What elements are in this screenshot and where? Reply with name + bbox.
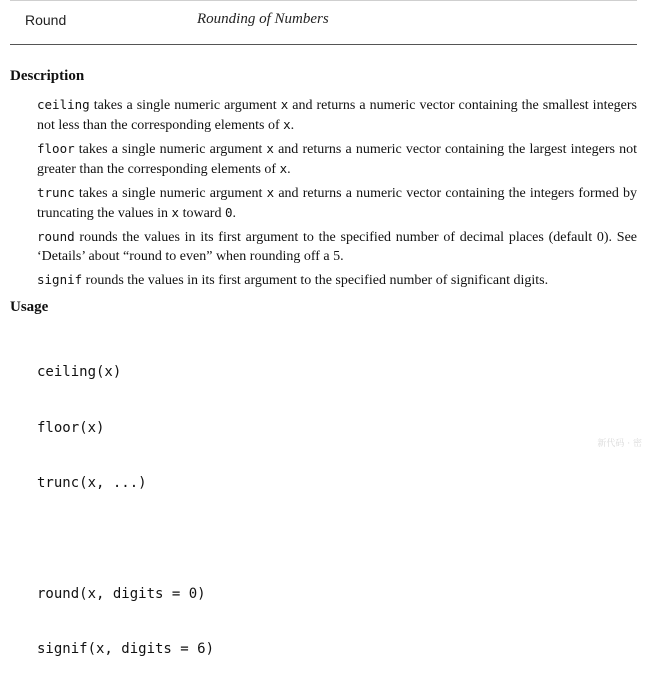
- text-span: and returns a numeric vector containing the smallest integers not less than the corresponding elements of: [37, 98, 637, 133]
- usage-gap: [37, 530, 214, 548]
- arg-code: x: [279, 161, 288, 176]
- usage-line: trunc(x, ...): [37, 475, 147, 491]
- zero-code: 0: [224, 205, 233, 220]
- text-span: takes a single numeric argument: [74, 186, 267, 201]
- text-span: and returns a numeric vector containing the integers formed by truncating the values in: [37, 186, 637, 221]
- text-span: rounds the values in its first argument to the specified number of significant digits.: [82, 273, 549, 288]
- arg-code: x: [171, 205, 180, 220]
- text-span: .: [232, 206, 236, 221]
- usage-line: signif(x, digits = 6): [37, 641, 215, 657]
- trunc-code: trunc: [37, 185, 75, 200]
- round-paragraph: [37, 227, 637, 266]
- topic-name: Round: [25, 12, 67, 28]
- floor-paragraph: [37, 139, 637, 179]
- text-span: .: [287, 162, 291, 177]
- arg-code: x: [266, 141, 274, 156]
- description-body: [37, 95, 637, 294]
- text-span: and returns a numeric vector containing the largest integers not greater than the corresponding elements of: [37, 142, 638, 177]
- text-span: takes a single numeric argument: [89, 98, 281, 113]
- usage-heading: Usage: [10, 299, 49, 315]
- usage-line: ceiling(x): [37, 364, 122, 380]
- arg-code: x: [283, 117, 291, 132]
- usage-line: floor(x): [37, 419, 105, 436]
- arg-code: x: [266, 185, 275, 200]
- topic-title: Rounding of Numbers: [197, 11, 329, 27]
- description-heading: Description: [10, 68, 85, 84]
- signif-paragraph: [37, 270, 637, 290]
- trunc-paragraph: [37, 183, 637, 223]
- watermark: 新代码 · 密: [597, 439, 642, 449]
- arg-code: x: [280, 97, 289, 112]
- usage-code-block: [37, 326, 214, 696]
- ceiling-code: ceiling: [37, 97, 90, 112]
- ceiling-paragraph: [37, 95, 637, 135]
- text-span: takes a single numeric argument: [74, 142, 267, 157]
- round-code: round: [37, 229, 75, 244]
- page-header: [10, 0, 637, 45]
- text-span: rounds the values in its first argument to the specified number of decimal places (default 0). See ‘Details’ about “round to even” when rounding off a 5.: [37, 230, 637, 264]
- text-span: toward: [179, 206, 225, 221]
- text-span: .: [290, 118, 295, 133]
- floor-code: floor: [37, 141, 75, 156]
- usage-line: round(x, digits = 0): [37, 585, 206, 602]
- signif-code: signif: [37, 272, 83, 287]
